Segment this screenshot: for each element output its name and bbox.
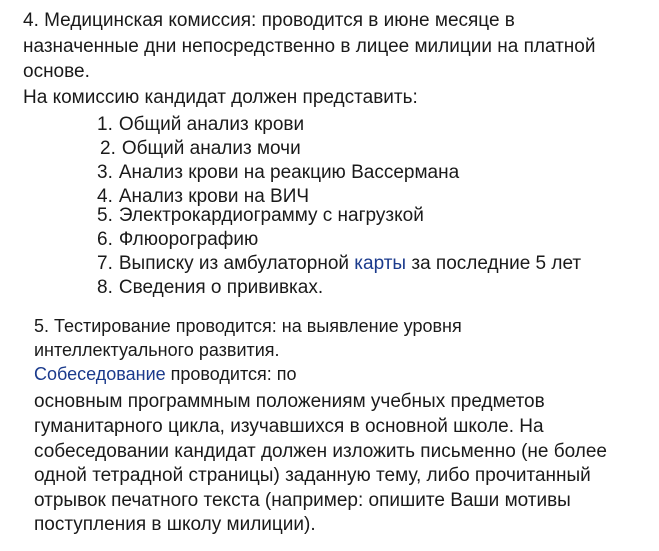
section4-line-1: 4. Медицинская комиссия: проводится в июне месяце в bbox=[23, 10, 515, 31]
list-item-text: Анализ крови на реакцию Вассермана bbox=[118, 162, 460, 183]
list-item-text: Анализ крови на ВИЧ bbox=[118, 186, 310, 207]
list-item-number: 6. bbox=[97, 229, 113, 250]
list-item bbox=[97, 114, 304, 136]
section5-heading-line-2: интеллектуального развития. bbox=[34, 340, 280, 360]
list-item-text: за последние 5 лет bbox=[411, 253, 582, 274]
section5-body-line-1: основным программным положениям учебных предметов bbox=[34, 391, 545, 412]
cards-link[interactable]: карты bbox=[354, 253, 407, 274]
section4-line-3: основе. bbox=[23, 61, 90, 82]
interview-link[interactable]: Собеседование bbox=[34, 364, 166, 384]
list-item-number: 4. bbox=[97, 186, 113, 207]
list-item-number: 2. bbox=[100, 138, 116, 159]
section5-body-line-6: поступления в школу милиции). bbox=[34, 514, 316, 535]
section5-body-line-3: собеседовании кандидат должен изложить письменно (не более bbox=[34, 441, 607, 462]
list-item bbox=[97, 277, 323, 299]
list-item-number: 8. bbox=[97, 277, 113, 298]
list-item-text: Общий анализ крови bbox=[118, 114, 305, 135]
list-item-text: Электрокардиограмму с нагрузкой bbox=[118, 205, 424, 226]
list-item bbox=[97, 205, 424, 227]
section5-heading-line-1: 5. Тестирование проводится: на выявление уровня bbox=[34, 316, 462, 336]
list-item-number: 7. bbox=[97, 253, 113, 274]
list-item bbox=[97, 229, 258, 251]
section4-intro: На комиссию кандидат должен представить: bbox=[23, 87, 418, 108]
list-item bbox=[97, 253, 581, 275]
section4-line-2: назначенные дни непосредственно в лицее милиции на платной bbox=[23, 36, 596, 57]
section5-body-line-4: одной тетрадной страницы) заданную тему, либо прочитанный bbox=[34, 465, 591, 486]
list-item-text: Общий анализ мочи bbox=[121, 138, 301, 159]
list-item-text: Флюорографию bbox=[118, 229, 259, 250]
section5-body-line-5: отрывок печатного текста (например: опишите Ваши мотивы bbox=[34, 490, 571, 511]
list-item-number: 5. bbox=[97, 205, 113, 226]
list-item-text: Сведения о прививках. bbox=[118, 277, 324, 298]
list-item bbox=[97, 162, 459, 184]
list-item-number: 3. bbox=[97, 162, 113, 183]
interview-rest: проводится: по bbox=[170, 364, 297, 384]
interview-line bbox=[34, 363, 297, 385]
section5-body-line-2: гуманитарного цикла, изучавшихся в основной школе. На bbox=[34, 416, 544, 437]
list-item-number: 1. bbox=[97, 114, 113, 135]
list-item-text: Выписку из амбулаторной bbox=[118, 253, 349, 274]
list-item bbox=[100, 138, 301, 160]
